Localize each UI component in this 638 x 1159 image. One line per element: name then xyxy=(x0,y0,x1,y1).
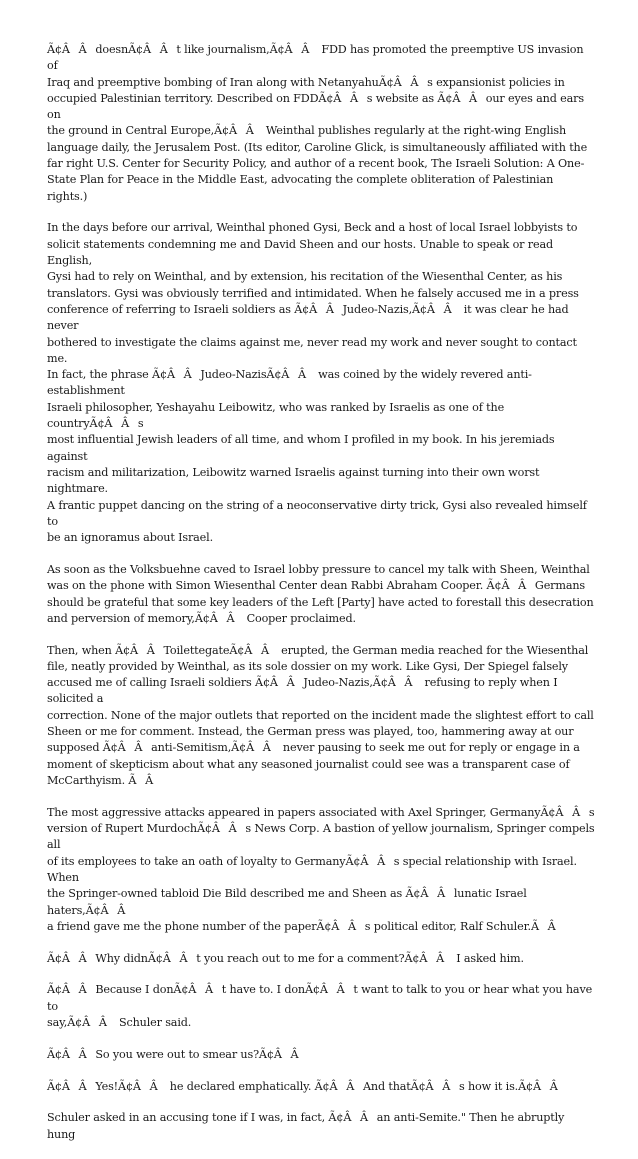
paragraph-dialogue-because: Ã¢ÂÂBecause I donÃ¢ÂÂt have to. I donÃ¢ÂÂt want to talk to you or hear what you have to say,Ã¢ÂÂ Schuler said. xyxy=(47,983,593,1030)
paragraph-volksbuehne-cooper: As soon as the Volksbuehne caved to Israel lobby pressure to cancel my talk with Sheen, Weinthal was on the phone with Simon Wiesenthal Center dean Rabbi Abraham Cooper. Ã¢ÂÂGermans should be grateful that some key leaders of the Left [Party] have acted to forestall this desecration and perversion of memory,Ã¢ÂÂ Cooper proclaimed. xyxy=(47,562,594,625)
paragraph-toilettegate: Then, when Ã¢ÂÂToilettegateÃ¢ÂÂ erupted, the German media reached for the Wiesenthal file, neatly provided by Weinthal, as its sole dossier on my work. Like Gysi, Der Spiegel falsely accused me of calling Israeli soldiers Ã¢ÂÂJudeo-Nazis,Ã¢ÂÂ refusing to reply when I solicited a correction. None of the major outlets that reported on the incident made the slightest effort to call Sheen or me for comment. Instead, the German press was played, too, hammering away at our supposed Ã¢ÂÂanti-Semitism,Ã¢ÂÂ never pausing to seek me out for reply or engage in a moment of skepticism about what any seasoned journalist could see was a transparent case of McCarthyism. ÃÂ xyxy=(47,643,594,787)
paragraph-axel-springer: The most aggressive attacks appeared in papers associated with Axel Springer, GermanyÃ¢ÂÂs version of Rupert MurdochÃ¢ÂÂs News Corp. A bastion of yellow journalism, Springer compels all of its employees to take an oath of loyalty to GermanyÃ¢ÂÂs special relationship with Israel. When the Springer-owned tabloid Die Bild described me and Sheen as Ã¢ÂÂlunatic Israel haters,Ã¢ÂÂ a friend gave me the phone number of the paperÃ¢ÂÂs political editor, Ralf Schuler.ÃÂ xyxy=(47,805,595,933)
paragraph-fdd-description: Ã¢ÂÂdoesnÃ¢ÂÂt like journalism,Ã¢ÂÂ FDD has promoted the preemptive US invasion of Iraq and preemptive bombing of Iran along with NetanyahuÃ¢ÂÂs expansionist policies in occupied Palestinian territory. Described on FDDÃ¢ÂÂs website as Ã¢ÂÂour eyes and ears on the ground in Central Europe,Ã¢ÂÂ Weinthal publishes regularly at the right-wing English language daily, the Jerusalem Post. (Its editor, Caroline Glick, is simultaneously affiliated with the far right U.S. Center for Security Policy, and author of a recent book, The Israeli Solution: A One- State Plan for Peace in the Middle East, advocating the complete obliteration of Palestinian rights.) xyxy=(47,43,588,203)
paragraph-dialogue-yes: Ã¢ÂÂYes!Ã¢ÂÂ he declared emphatically. Ã¢ÂÂAnd thatÃ¢ÂÂs how it is.Ã¢ÂÂ xyxy=(47,1079,567,1093)
paragraph-dialogue-smear: Ã¢ÂÂSo you were out to smear us?Ã¢ÂÂ xyxy=(47,1047,308,1061)
document-page xyxy=(47,42,595,1159)
paragraph-gysi-weinthal: In the days before our arrival, Weinthal phoned Gysi, Beck and a host of local Israel lobbyists to solicit statements condemning me and David Sheen and our hosts. Unable to speak or read English, Gysi had to rely on Weinthal, and by extension, his recitation of the Wiesenthal Center, as his translators. Gysi was obviously terrified and intimidated. When he falsely accused me in a press conference of referring to Israeli soldiers as Ã¢ÂÂJudeo-Nazis,Ã¢ÂÂ it was clear he had never bothered to investigate the claims against me, never read my work and never sought to contact me. In fact, the phrase Ã¢ÂÂJudeo-NazisÃ¢ÂÂ was coined by the widely revered anti-establishment Israeli philosopher, Yeshayahu Leibowitz, who was ranked by Israelis as one of the countryÃ¢ÂÂs most influential Jewish leaders of all time, and whom I profiled in my book. In his jeremiads against racism and militarization, Leibowitz warned Israelis against turning into their own worst nightmare. A frantic puppet dancing on the string of a neoconservative dirty trick, Gysi also revealed himself to be an ignoramus about Israel. xyxy=(47,221,587,545)
paragraph-dialogue-why: Ã¢ÂÂWhy didnÃ¢ÂÂt you reach out to me for a comment?Ã¢ÂÂ I asked him. xyxy=(47,951,524,965)
paragraph-schuler-accusing: Schuler asked in an accusing tone if I was, in fact, Ã¢ÂÂan anti-Semite." Then he abruptly hung xyxy=(47,1111,565,1141)
